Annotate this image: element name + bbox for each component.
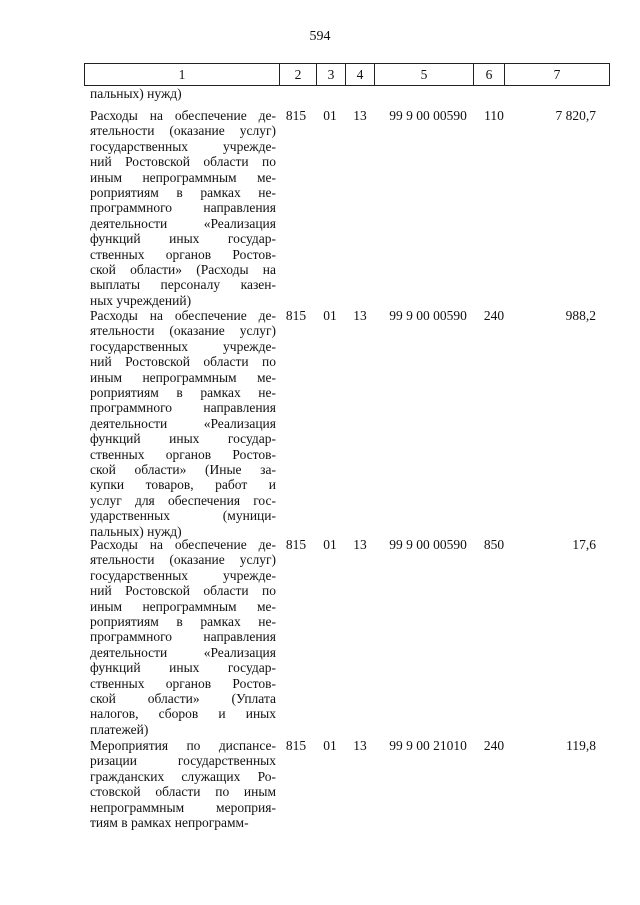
description-line: Расходы на обеспечение де- [90,308,276,323]
description-line: роприятиям в рамках не- [90,185,276,201]
description-line: услуг для обеспечения гос- [90,492,276,508]
description-line: ударственных (муници- [90,508,276,524]
admin-code: 815 [285,738,307,753]
row-description [90,108,276,308]
description-line: роприятиям в рамках не- [90,614,276,630]
description-line: Расходы на обеспечение де- [90,108,276,123]
section-code: 01 [323,738,337,753]
description-line: стовской области по иным [90,784,276,800]
target-article-code: 99 9 00 00590 [389,308,467,323]
column-header-5: 5 [375,64,474,86]
description-line: ятельности (оказание услуг) [90,552,276,568]
section-code: 01 [323,108,337,123]
amount: 119,8 [566,738,596,753]
column-number-header [84,63,610,86]
description-line: деятельности «Реализация [90,215,276,231]
description-line: иным непрограммным ме- [90,169,276,185]
description-line: функций иных государ- [90,231,276,247]
expense-type-code: 240 [483,308,505,323]
section-code: 01 [323,537,337,552]
description-line: государственных учрежде- [90,138,276,154]
row-description [90,537,276,737]
column-header-4: 4 [346,64,375,86]
page-number: 594 [309,29,331,44]
expense-type-code: 850 [483,537,505,552]
description-line: программного направления [90,200,276,216]
column-header-3: 3 [317,64,346,86]
admin-code: 815 [285,537,307,552]
column-header-7: 7 [505,64,610,86]
description-line: ятельности (оказание услуг) [90,123,276,139]
column-header-2: 2 [280,64,317,86]
expense-type-code: 110 [484,108,504,123]
description-line: тиям в рамках непрограмм- [90,815,249,831]
description-line: ний Ростовской области по [90,354,276,370]
target-article-code: 99 9 00 21010 [389,738,467,753]
target-article-code: 99 9 00 00590 [389,537,467,552]
section-code: 01 [323,308,337,323]
continuation-text: пальных) нужд) [90,86,182,101]
description-line: ственных органов Ростов- [90,246,276,262]
description-line: функций иных государ- [90,431,276,447]
description-line: ственных органов Ростов- [90,446,276,462]
subsection-code: 13 [353,537,367,552]
amount: 17,6 [572,537,596,552]
row-description [90,738,276,830]
description-line: ственных органов Ростов- [90,675,276,691]
description-line: ской области» (Иные за- [90,462,276,478]
description-line: государственных учрежде- [90,567,276,583]
description-line: Мероприятия по диспансе- [90,738,276,753]
column-header-1: 1 [85,64,280,86]
description-line: функций иных государ- [90,660,276,676]
column-header-6: 6 [474,64,505,86]
expense-type-code: 240 [483,738,505,753]
admin-code: 815 [285,108,307,123]
row-description [90,308,276,539]
subsection-code: 13 [353,738,367,753]
description-line: купки товаров, работ и [90,477,276,493]
amount: 7 820,7 [555,108,596,123]
description-line: Расходы на обеспечение де- [90,537,276,552]
description-line: ных учреждений) [90,292,192,308]
description-line: платежей) [90,721,149,737]
amount: 988,2 [565,308,596,323]
description-line: ний Ростовской области по [90,583,276,599]
target-article-code: 99 9 00 00590 [389,108,467,123]
description-line: программного направления [90,400,276,416]
description-line: государственных учрежде- [90,338,276,354]
description-line: деятельности «Реализация [90,415,276,431]
description-line: иным непрограммным ме- [90,369,276,385]
subsection-code: 13 [353,308,367,323]
description-line: роприятиям в рамках не- [90,385,276,401]
description-line: ской области» (Уплата [90,691,276,707]
description-line: ятельности (оказание услуг) [90,323,276,339]
description-line: иным непрограммным ме- [90,598,276,614]
description-line: гражданских служащих Ро- [90,768,276,784]
description-line: налогов, сборов и иных [90,706,276,722]
description-line: пальных) нужд) [90,523,182,539]
description-line: непрограммным мероприя- [90,799,276,815]
description-line: ризации государственных [90,753,276,769]
description-line: деятельности «Реализация [90,644,276,660]
admin-code: 815 [285,308,307,323]
subsection-code: 13 [353,108,367,123]
description-line: ний Ростовской области по [90,154,276,170]
description-line: программного направления [90,629,276,645]
description-line: ской области» (Расходы на [90,262,276,278]
description-line: выплаты персоналу казен- [90,277,276,293]
